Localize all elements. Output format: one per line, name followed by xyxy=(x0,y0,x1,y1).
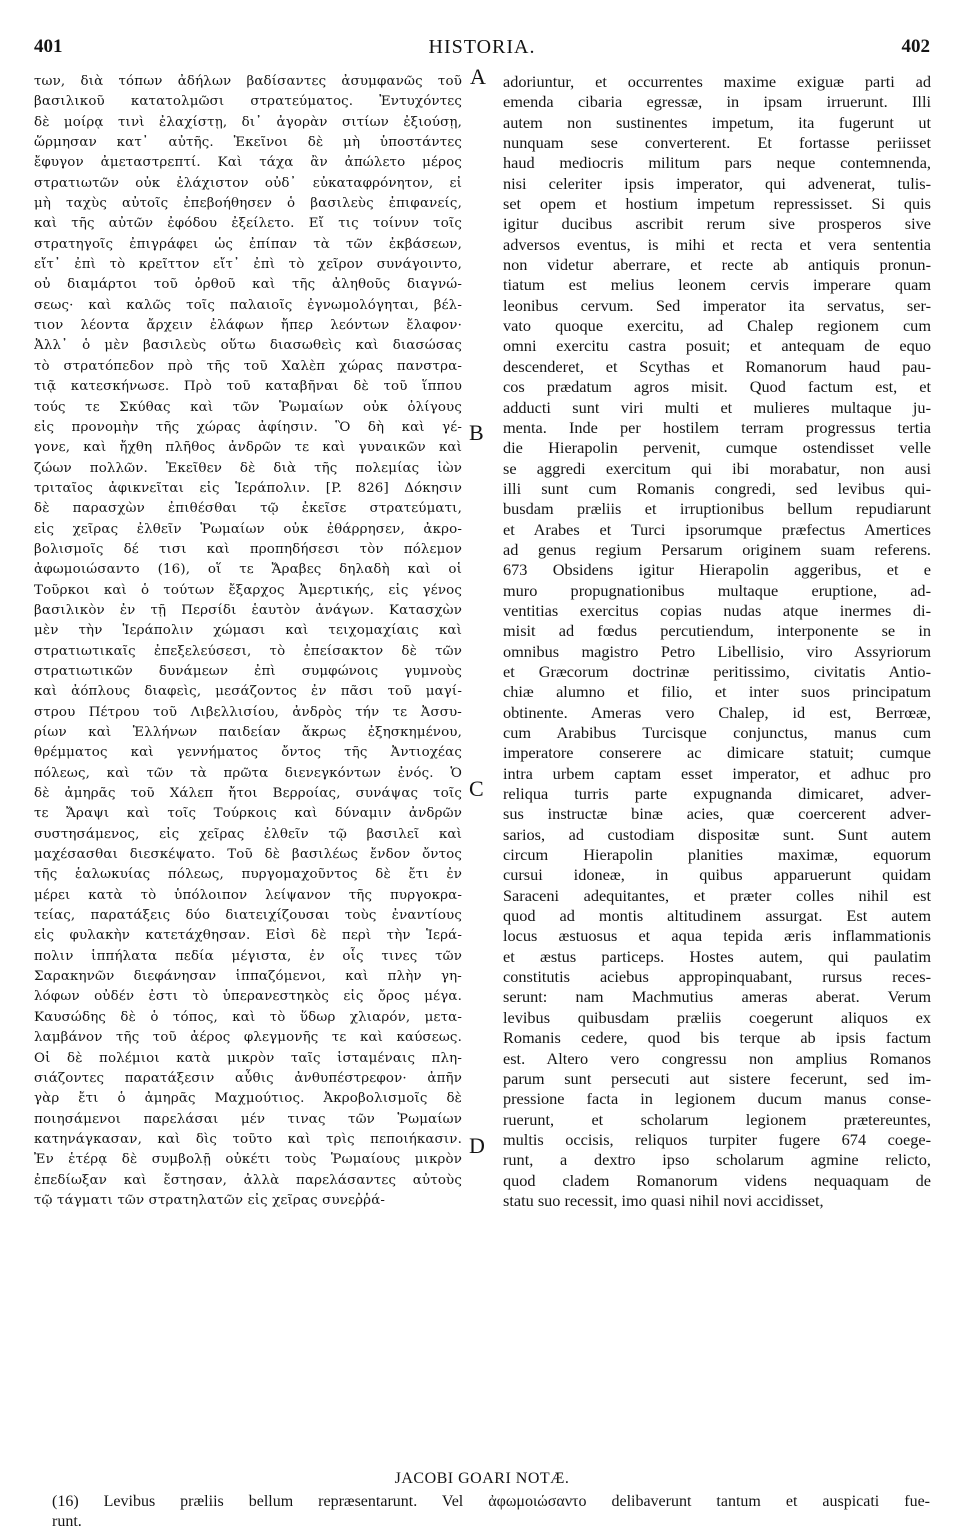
greek-text-line: ἀφωμοιώσαντο (16), οἵ τε Ἄραβες δηλαδὴ καὶ οἱ xyxy=(34,562,462,578)
greek-text-line: λαμβάνον τῆς τοῦ ἀέρος φλεγμονῆς τε καὶ καύσεως. xyxy=(34,1030,462,1046)
latin-text-line: est. Altero vero congressu non amplius Romanos xyxy=(503,1048,931,1068)
latin-text-line: busdam præliis et irruptionibus bellum repudiarunt xyxy=(503,499,931,519)
latin-text-line: adducti sunt viri multi et mulieres multaque ju- xyxy=(503,397,931,417)
latin-text-line: locus æstuosus et aqua tepida æris inflammationis xyxy=(503,926,931,946)
greek-text-line: στρατηγοῖς ἐπιγράφει ὡς ἐπίπαν τὰ τῶν ἐκβάσεων, xyxy=(34,236,462,252)
latin-text-line: cum Arabibus Turcisque conjunctus, manus cum xyxy=(503,723,931,742)
latin-text-line: circum Hierapolin planities maximæ, equorum xyxy=(503,845,931,865)
greek-text-line: ποιησάμενοι παρελάσαι μέν τινας τῶν Ῥωμαίων xyxy=(34,1111,462,1127)
latin-text-line: intra urbem captam esset imperator, et adhuc pro xyxy=(503,763,931,783)
latin-text-line: runt, a dextro ipso scholarum agmine relicto, xyxy=(503,1150,931,1170)
latin-text-line: illi sunt cum Romanis congredi, sed levibus qui- xyxy=(503,478,931,498)
greek-text-line: τούς τε Σκύθας καὶ τῶν Ῥωμαίων οὐκ ὀλίγους xyxy=(34,399,462,415)
latin-text-line: vato quoque exercitu, ad Chalep regionem cum xyxy=(503,316,931,336)
greek-text-line: ρίων καὶ Ἑλλήνων παιδείαν ἄκρως ἐξησκημένου, xyxy=(34,725,462,740)
greek-text-line: στρατιωτικῶν δυνάμεων ἐπὶ συμφώνοις γυμνοὺς xyxy=(34,663,462,679)
latin-text-line: multis occisis, reliquos turpiter fugere 674 coege- xyxy=(503,1129,931,1149)
greek-text-line: μαχέσασθαι διεσκέψατο. Τοῦ δὲ βασιλέως ἔνδον ὄντος xyxy=(34,847,462,863)
latin-text-line: set opem et hostium impetum repressisset. Si quis xyxy=(503,194,931,214)
greek-text-line: εἴτ᾽ ἐπὶ τὸ κρεῖττον εἴτ᾽ ἐπὶ τὸ χεῖρον συνάγοιντο, xyxy=(34,257,462,273)
greek-text-line: δὲ ἀμηρᾶς τοῦ Χάλεπ ἤτοι Βερροίας, συνάψας τοῖς xyxy=(34,786,462,802)
greek-text-line: γονε, καὶ ἤχθη πλῆθος ἀνδρῶν τε καὶ γυναικῶν καὶ xyxy=(34,440,462,456)
latin-text-line: 673 Obsidens igitur Hierapolin aggeribus, et e xyxy=(503,560,931,580)
latin-text-line: misit ad fœdus percutiendum, interponente se in xyxy=(503,621,931,641)
greek-text-line: ἔφυγον ἀμεταστρεπτί. Καὶ τάχα ἂν ἀπώλετο μέρος xyxy=(34,155,462,171)
greek-text-line: καὶ τῆς αὐτῶν ἐφόδου ἐξείλετο. Εἴ τις τοίνυν τοῖς xyxy=(34,216,462,232)
greek-text-line: στρατιωτικαῖς ἐπεξελεύσεσι, τὸ ἐπείσακτον δὲ τῶν xyxy=(34,643,462,659)
latin-text-line: cos prædatum agros misit. Quod factum est, et xyxy=(503,377,931,397)
latin-text-line: descenderet, et Scythas et Romanorum haud pau- xyxy=(503,356,931,376)
latin-text-line: nisi celeriter ipsis imperator, qui advenerat, tulis- xyxy=(503,173,931,193)
greek-text-line: εἰς προνομὴν τῆς χώρας ἀφίησιν. Ὃ δὴ καὶ γέ- xyxy=(34,419,462,435)
latin-text-line: reliqua turris parte expugnanda dimicaret, adver- xyxy=(503,784,931,804)
left-page-number: 401 xyxy=(34,36,63,57)
latin-text-line: nunquam sese converterent. Et fortasse periisset xyxy=(503,133,931,153)
latin-text-line: ventitias exercitus copias nudas atque inermes di- xyxy=(503,600,931,620)
greek-text-line: Οἱ δὲ πολέμιοι κατὰ μικρὸν ταῖς ἱσταμέναις πλη- xyxy=(34,1050,462,1066)
running-title: HISTORIA. xyxy=(428,36,536,58)
latin-text-line: omni exercitu castra posuit; et antequam de equo xyxy=(503,336,931,356)
latin-text-line: cursui idoneæ, in quibus apparuerunt quidam xyxy=(503,865,931,885)
greek-text-line: τῷ τάγματι τῶν στρατηλατῶν εἰς χεῖρας συνεῤῥά- xyxy=(34,1192,386,1208)
greek-text-line: εἰς χεῖρας ἐλθεῖν Ῥωμαίων οὐκ ἐθάρρησεν, ἀκρο- xyxy=(34,521,462,537)
greek-text-line: μὲν τὴν Ἱεράπολιν χώμασι καὶ τειχομαχίαις καὶ xyxy=(34,623,462,639)
greek-text-line: θρέμματος καὶ γεννήματος ὄντος τῆς Ἀντιοχέας xyxy=(34,745,462,761)
greek-text-column xyxy=(34,72,462,1211)
latin-text-line: autem non sustinentes impetum, ita fugerunt ut xyxy=(503,112,931,132)
greek-text-line: ζώων πολλῶν. Ἐκεῖθεν δὲ διὰ τῆς πολεμίας ἰὼν xyxy=(34,460,462,476)
latin-text-line: Romanis cedere, quod bis terque ab ipsis factum xyxy=(503,1028,931,1048)
latin-text-line: statu suo recessit, imo quasi nihil novi accidisset, xyxy=(503,1190,824,1210)
latin-text-line: sarios, ad custodiam dispositæ sunt. Sunt autem xyxy=(503,824,931,844)
latin-text-line: ad genus regium Persarum originem suam referens. xyxy=(503,539,931,559)
latin-text-line: ruerunt, et scholarum legionem prætereuntes, xyxy=(503,1109,931,1129)
margin-letter-a: A xyxy=(470,64,486,89)
latin-text-line: emenda cibaria egressæ, in ipsam irruerunt. Illi xyxy=(503,92,931,112)
greek-text-line: λόφων οὐδέν ἐστι τὸ ὑπερανεστηκὸς εἰς ὄρος μέγα. xyxy=(34,989,462,1005)
greek-text-line: ἐπεδίωξαν καὶ ἔστησαν, ἀλλὰ παρελάσαντες αὐτοὺς xyxy=(34,1172,462,1188)
greek-text-line: τείας, παρατάξεις δύο διατειχίζουσαι τοὺς ἐναντίους xyxy=(34,908,462,924)
latin-text-line: die Hierapolin pervenit, cumque ostendisset velle xyxy=(503,438,931,458)
latin-text-line: obtinente. Ameras vero Chalep, id est, Berrœæ, xyxy=(503,702,931,722)
greek-text-line: Καυσώδης δὲ ὁ τόπος, καὶ τὸ ὕδωρ χλιαρόν, μετα- xyxy=(34,1009,462,1025)
latin-text-line: imperatore conserere ac dimicare statuit; cumque xyxy=(503,743,931,763)
greek-text-line: Τοῦρκοι καὶ ὁ τούτων ἔξαρχος Ἀμερτικής, εἰς γένος xyxy=(34,582,462,598)
footnote-line: runt. xyxy=(52,1513,82,1530)
greek-text-line: σιάζοντες παρατάξεσιν αὖθις ἀνθυπέστρεφον· ἀπῆν xyxy=(34,1070,462,1086)
greek-text-line: Ἀλλ᾽ ὁ μὲν βασιλεὺς οὕτω διασωθεὶς καὶ διασώσας xyxy=(34,338,462,354)
greek-text-line: εἰς φυλακὴν κατετάχθησαν. Εἰσὶ δὲ περὶ τὴν Ἱερά- xyxy=(34,928,462,944)
right-page-number: 402 xyxy=(901,36,930,57)
latin-text-line: Saraceni adequitantes, et præter colles nihil est xyxy=(503,885,931,905)
greek-text-line: στρατιωτῶν οὐκ ἐλάχιστον οὐδ᾽ εὐκαταφρόνητον, εἰ xyxy=(34,175,462,191)
greek-text-line: των, διὰ τόπων ἀδήλων βαδίσαντες ἀσυμφανῶς τοῦ xyxy=(34,74,462,89)
greek-text-line: πολιν ἱππήλατα πεδία μέγιστα, ἐν οἷς τινες τῶν xyxy=(34,948,462,964)
latin-text-line: pressione facta in legionem ducum manus conse- xyxy=(503,1089,931,1109)
latin-text-line: haud mediocris militum pars neque contemnenda, xyxy=(503,153,931,173)
footnote-line: (16) Levibus præliis bellum repræsentarunt. Vel ἀφωμοιώσαντο delibaverunt tantum et auspicati fue- xyxy=(52,1493,930,1510)
latin-text-line: non videtur aberrare, et recte ab antiquis pronun- xyxy=(503,255,931,275)
latin-text-line: et Arabes et Turci ipsorumque præfectus Amertices xyxy=(503,519,931,539)
greek-text-line: ὥρμησαν κατ᾽ αὐτῆς. Ἐκεῖνοι δὲ μὴ ὑποστάντες xyxy=(34,135,462,151)
latin-text-line: menta. Inde per hostilem terram progressus tertia xyxy=(503,417,931,437)
greek-text-line: καὶ ἀόπλους διαφεὶς, μεσάζοντος ἐν πᾶσι τοῦ μαγί- xyxy=(34,684,462,700)
greek-text-line: τε Ἄραψι καὶ τοῖς Τούρκοις καὶ δύναμιν ἀνδρῶν xyxy=(34,806,462,822)
greek-text-line: βασιλικοῦ κατατολμῶσι στρατεύματος. Ἐντυχόντες xyxy=(34,94,462,110)
greek-text-line: Ἐν ἑτέρᾳ δὲ συμβολῇ οὐκέτι τοὺς Ῥωμαίους μικρὸν xyxy=(34,1152,462,1168)
latin-text-line: et Græcorum doctrinæ peritissimo, civitatis Antio- xyxy=(503,661,931,681)
latin-text-line: adoriuntur, et occurrentes maxime exiguæ parti ad xyxy=(503,72,931,91)
greek-text-line: σεως· καὶ καλῶς τοῖς παλαιοῖς ἐγνωμολόγηται, βέλ- xyxy=(34,297,462,313)
greek-text-line: βασιλικὸν ἐν τῇ Περσίδι ἑαυτὸν ἀνάγων. Κατασχὼν xyxy=(34,602,462,618)
latin-text-line: parum sunt persecuti aut sistere fecerunt, sed im- xyxy=(503,1068,931,1088)
latin-text-line: tiatum est melius leonem cervis imperare quam xyxy=(503,275,931,295)
latin-text-line: et æstus particeps. Hostes autem, qui paulatim xyxy=(503,946,931,966)
greek-text-line: δὲ μοίρᾳ τινὶ ἐλαχίστῃ, δι᾽ ἀγορὰν σιτίων ἐξιούσῃ, xyxy=(34,114,462,130)
greek-text-line: βολισμοῖς δέ τισι καὶ προπηδήσεσι τὸν πόλεμον xyxy=(34,541,462,557)
footnote xyxy=(52,1492,930,1532)
greek-text-line: τριταῖος ἀφικνεῖται εἰς Ἱεράπολιν. [P. 826] Δόκησιν xyxy=(34,480,462,496)
latin-text-line: omnibus magistro Petro Libellisio, viro Assyriorum xyxy=(503,641,931,661)
latin-text-column xyxy=(503,72,931,1211)
running-header xyxy=(34,36,930,64)
greek-text-line: Σαρακηνῶν διεφάνησαν ἱππαζόμενοι, καὶ πλὴν γη- xyxy=(34,969,462,985)
greek-text-line: γὰρ ἔτι ὁ ἀμηρᾶς Μαχμούτιος. Ἀκροβολισμοῖς δὲ xyxy=(34,1091,462,1107)
latin-text-line: adversos eventus, is mihi et recta et vera sententia xyxy=(503,234,931,254)
greek-text-line: μέρει κατὰ τὸ ὑπόλοιπον λείψανον τῆς πυργοκρα- xyxy=(34,887,462,903)
latin-text-line: se aggredi exercitum qui ibi morabatur, non ausi xyxy=(503,458,931,478)
latin-text-line: muro propugnationibus multaque eruptione, ad- xyxy=(503,580,931,600)
notes-heading: JACOBI GOARI NOTÆ. xyxy=(394,1470,570,1487)
greek-text-line: δὲ παρασχὼν ἐπιθέσθαι τῷ ἐκεῖσε στρατεύματι, xyxy=(34,501,462,517)
latin-text-line: quod ad montis altitudinem assurgat. Est autem xyxy=(503,906,931,926)
greek-text-line: οὐ διαμάρτοι τοῦ ὀρθοῦ καὶ τῆς ἀληθοῦς διαγνώ- xyxy=(34,277,462,293)
margin-letter-c: C xyxy=(469,776,484,801)
latin-text-line: sus instructæ binæ acies, quæ coercerent adver- xyxy=(503,804,931,824)
greek-text-line: συστησάμενος, εἰς χεῖρας ἐλθεῖν τῷ βασιλεῖ καὶ xyxy=(34,826,462,842)
margin-letter-d: D xyxy=(469,1133,485,1158)
greek-text-line: τιᾷ κατεσκήνωσε. Πρὸ τοῦ καταβῆναι δὲ τοῦ ἵππου xyxy=(34,379,462,395)
greek-text-line: τὸ στρατόπεδον πρὸ τῆς τοῦ Χαλὲπ χώρας πανστρα- xyxy=(34,358,462,374)
latin-text-line: levibus quibusdam præliis coegerunt aliquos ex xyxy=(503,1007,931,1027)
greek-text-line: στρου Πέτρου τοῦ Λιβελλισίου, ἀνδρὸς τήν τε Ἀσσυ- xyxy=(34,704,462,720)
greek-text-line: πόλεως, καὶ τῶν τὰ πρῶτα διενεγκόντων ἐνός. Ὁ xyxy=(34,765,462,781)
latin-text-line: leonibus cervum. Sed imperator ita servatus, ser- xyxy=(503,295,931,315)
latin-text-line: serunt: nam Machmutius ameras aberat. Verum xyxy=(503,987,931,1007)
greek-text-line: μὴ ταχὺς αὐτοῖς ἐπεβοήθησεν ὁ βασιλεὺς ἐπιφανείς, xyxy=(34,196,462,212)
greek-text-line: τιον λέοντα ἄρχειν ἐλάφων ἤπερ λεόντων ἔλαφον· xyxy=(34,318,462,334)
greek-text-line: τῆς ἑαλωκυίας πόλεως, πυργομαχοῦντος δὲ ἔτι ἐν xyxy=(34,867,462,883)
latin-text-line: chiæ alumno et filio, et inter suos principatum xyxy=(503,682,931,702)
greek-text-line: κατηνάγκασαν, καὶ δὶς τοῦτο καὶ τρὶς πεποιήκασιν. xyxy=(34,1131,462,1147)
latin-text-line: igitur ducibus ascribit rerum sive prosperos sive xyxy=(503,214,931,234)
latin-text-line: quod cladem Romanorum videns nequaquam de xyxy=(503,1170,931,1190)
latin-text-line: constitutis aciebus appropinquabant, rursus reces- xyxy=(503,967,931,987)
margin-letter-b: B xyxy=(469,420,484,445)
